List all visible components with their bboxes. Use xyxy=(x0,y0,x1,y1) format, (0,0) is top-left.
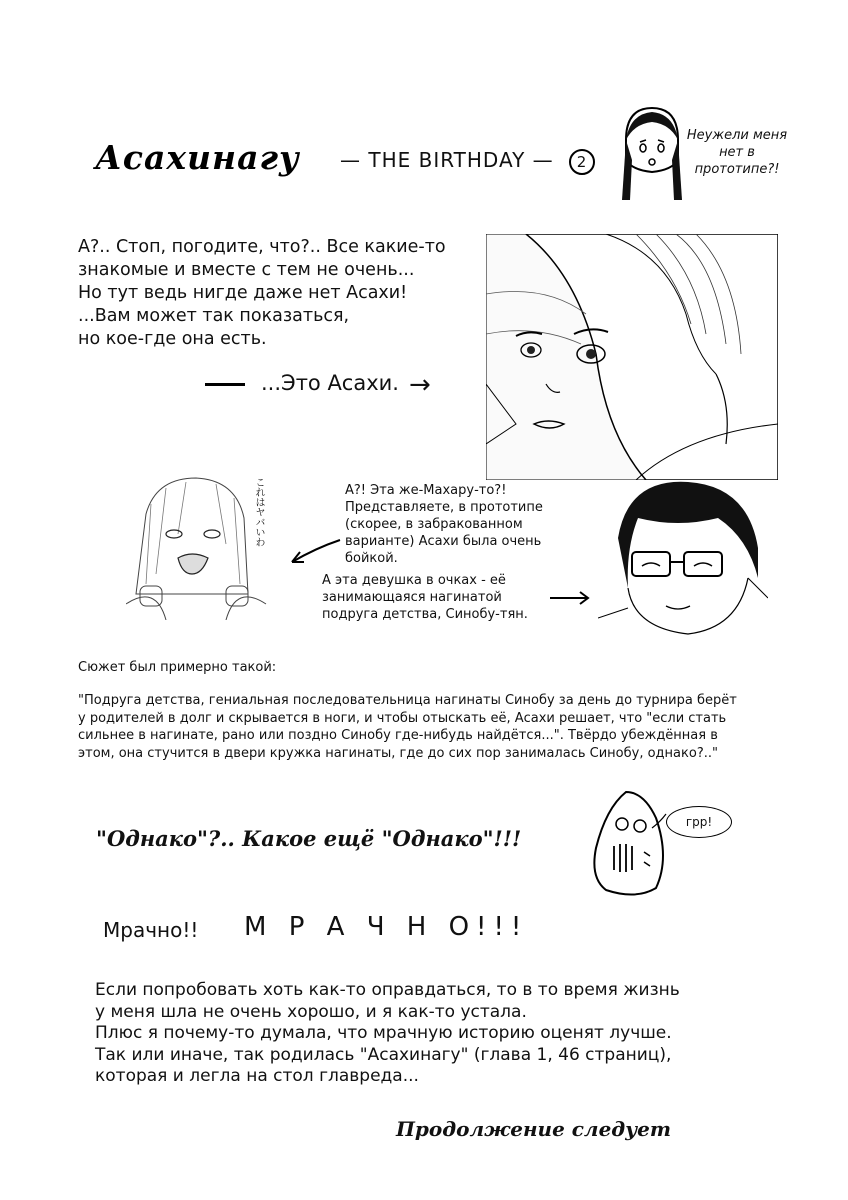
arrow-right-icon: → xyxy=(408,370,431,400)
this-is-asahi-text: ...Это Асахи. xyxy=(261,371,399,395)
final-line: которая и легла на стол главреда... xyxy=(95,1066,419,1086)
arrow-left-icon xyxy=(286,538,342,568)
intro-paragraph xyxy=(78,236,498,351)
intro-line: но кое-где она есть. xyxy=(78,329,267,349)
plot-body: "Подруга детства, гениальная последовательница нагинаты Синобу за день до турнира берёт у родителей в долг и скрывается в ноги, и чтобы отыскать её, Асахи решает, что "если стать сильнее в нагинате, рано или поздно Синобу где-нибудь найдётся...". Твёрдо убеждённая в этом, она стучится в двери кружка нагинаты, где до сих пор занималась Синобу, однако?.." xyxy=(78,693,737,761)
grumpy-creature-drawing xyxy=(586,788,676,900)
plot-heading: Сюжет был примерно такой: xyxy=(78,660,277,675)
odnako-exclamation: "Однако"?.. Какое ещё "Однако"!!! xyxy=(96,826,522,851)
shinobu-caption: А эта девушка в очках - её занимающаяся нагинатой подруга детства, Синобу-тян. xyxy=(322,573,528,622)
sketch-vertical-text: これはヤバいわ xyxy=(253,477,264,547)
shinobu-portrait-illustration xyxy=(598,478,768,638)
subtitle-text: — THE BIRTHDAY — xyxy=(340,148,554,172)
intro-line: ...Вам может так показаться, xyxy=(78,306,350,326)
author-chibi-drawing xyxy=(612,100,692,210)
author-bubble-note: Неужели меня нет в прототипе?! xyxy=(686,128,788,177)
intro-line: знакомые и вместе с тем не очень... xyxy=(78,260,415,280)
grr-speech-bubble: грр! xyxy=(666,806,732,838)
asahi-portrait-illustration xyxy=(486,234,778,480)
final-line: Плюс я почему-то думала, что мрачную историю оценят лучше. xyxy=(95,1023,672,1043)
final-line: Если попробовать хоть как-то оправдаться, то в то время жизнь xyxy=(95,980,680,1000)
mrachno-big: М Р А Ч Н О!!! xyxy=(244,912,529,942)
arrow-right-icon xyxy=(548,590,592,606)
intro-line: А?.. Стоп, погодите, что?.. Все какие-то xyxy=(78,237,446,257)
dash-line xyxy=(205,383,245,386)
final-line: у меня шла не очень хорошо, и я как-то устала. xyxy=(95,1001,527,1022)
maharu-caption: А?! Эта же-Махару-то?! Представляете, в прототипе (скорее, в забракованном варианте) Асахи была очень бойкой. xyxy=(345,483,543,566)
chapter-number: 2 xyxy=(569,149,595,175)
final-paragraph xyxy=(95,980,775,1088)
page-subtitle xyxy=(340,148,595,175)
intro-line: Но тут ведь нигде даже нет Асахи! xyxy=(78,283,408,303)
this-is-asahi-label xyxy=(205,370,431,400)
mrachno-small: Мрачно!! xyxy=(103,918,199,942)
to-be-continued: Продолжение следует xyxy=(396,1117,672,1141)
page-title: Асахинагу xyxy=(95,138,300,177)
final-line: Так или иначе, так родилась "Асахинагу" (глава 1, 46 страниц), xyxy=(95,1044,672,1065)
